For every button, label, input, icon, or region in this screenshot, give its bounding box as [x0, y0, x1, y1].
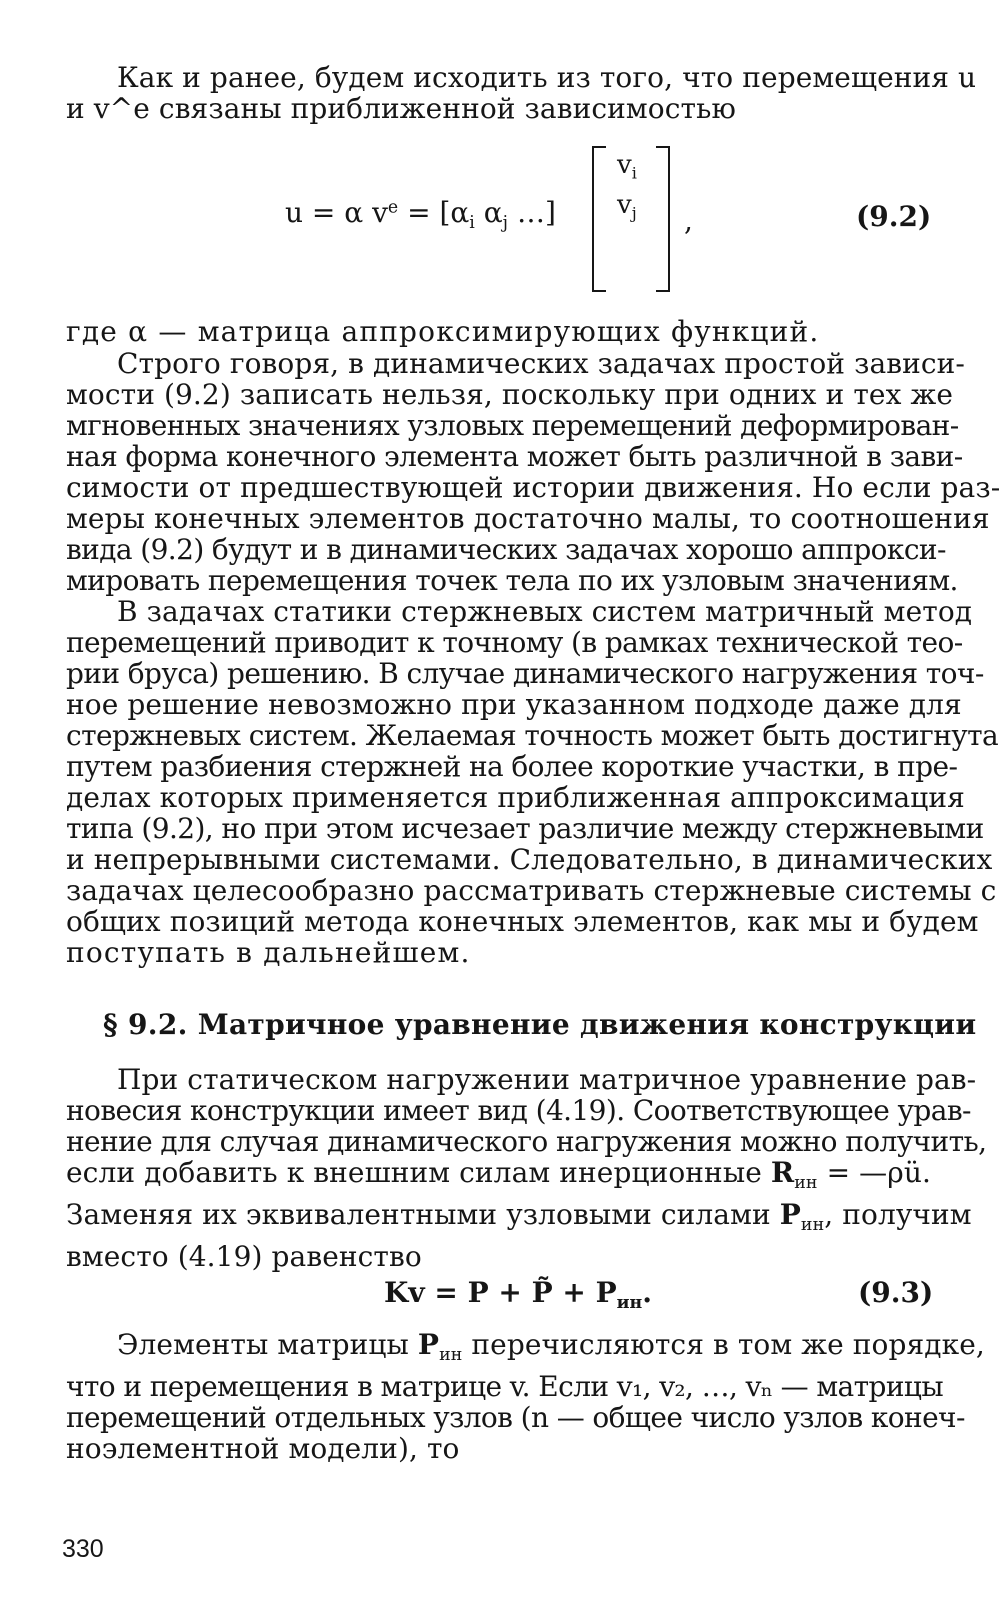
- para2-line: перемещений приводит к точному (в рамках технической тео-: [66, 626, 963, 659]
- para1-line: мгновенных значениях узловых перемещений деформирован-: [66, 409, 959, 442]
- matrix-element-vi: [617, 150, 637, 183]
- para1-line: симости от предшествующей истории движения. Но если раз-: [66, 471, 1001, 504]
- para4-line: что и перемещения в матрице v. Если v₁, v₂, …, vₙ — матрицы: [66, 1370, 944, 1404]
- section-heading: § 9.2. Матричное уравнение движения конструкции: [103, 1008, 977, 1041]
- para2-line: стержневых систем. Желаемая точность может быть достигнута: [66, 719, 999, 752]
- intro-line: и v^e связаны приближенной зависимостью: [66, 92, 736, 125]
- where-line: где α — матрица аппроксимирующих функций.: [66, 315, 820, 348]
- eq-lhs: u = α v: [285, 196, 388, 229]
- paragraph-4: [66, 1328, 985, 1466]
- para2-line: типа (9.2), но при этом исчезает различие между стержневыми: [66, 812, 984, 845]
- subscript: ин: [800, 1215, 825, 1236]
- eq-lhs: Kv = P +: [384, 1276, 532, 1309]
- paragraph-2: [66, 595, 999, 969]
- vec-sub: j: [631, 203, 637, 223]
- para2-line: делах которых применяется приближенная аппроксимация: [66, 781, 965, 814]
- para3-line: вместо (4.19) равенство: [66, 1240, 422, 1274]
- symbol-R: R: [770, 1156, 795, 1189]
- text-run: перечисляются в том же порядке,: [462, 1328, 985, 1361]
- symbol-P: P: [779, 1198, 801, 1232]
- equation-number-9-3: (9.3): [858, 1276, 934, 1309]
- where-paragraph: [66, 316, 928, 347]
- para2-line: ное решение невозможно при указанном подходе даже для: [66, 688, 962, 721]
- eq-tail: …]: [508, 196, 556, 229]
- text-run: если добавить к внешним силам инерционные: [66, 1156, 771, 1189]
- para4-line: перемещений отдельных узлов (n — общее число узлов конеч-: [66, 1401, 965, 1435]
- para2-line: путем разбиения стержней на более короткие участки, в пре-: [66, 750, 958, 783]
- equation-9-3: [384, 1276, 652, 1313]
- eq-sub-j: j: [502, 213, 509, 234]
- eq-alpha-j: α: [474, 196, 503, 229]
- equation-comma: ,: [684, 204, 693, 237]
- matrix-left-bracket: [592, 146, 606, 292]
- subscript: ин: [439, 1345, 463, 1366]
- equation-9-2: [285, 196, 556, 233]
- para2-line: общих позиций метода конечных элементов, как мы и будем: [66, 905, 979, 938]
- text-run: , получим: [824, 1198, 972, 1232]
- paragraph-3: [66, 1063, 987, 1274]
- para4-line: [66, 1328, 985, 1371]
- para2-line: рии бруса) решению. В случае динамического нагружения точ-: [66, 657, 984, 690]
- para1-line: мости (9.2) записать нельзя, поскольку при одних и тех же: [66, 378, 954, 411]
- page-number: 330: [62, 1535, 104, 1563]
- para2-line: и непрерывными системами. Следовательно, в динамических: [66, 843, 993, 876]
- intro-line: Как и ранее, будем исходить из того, что перемещения u: [117, 61, 977, 94]
- para3-line: [66, 1156, 931, 1199]
- text-run: Заменяя их эквивалентными узловыми силами: [66, 1198, 780, 1232]
- text-run: Элементы матрицы: [117, 1328, 418, 1361]
- vec-v: v: [617, 150, 632, 180]
- intro-paragraph: [66, 61, 977, 125]
- eq-sub-i: i: [469, 213, 475, 234]
- para3-line: новесия конструкции имеет вид (4.19). Соответствующее урав-: [66, 1094, 971, 1127]
- para4-line: ноэлементной модели), то: [66, 1432, 460, 1466]
- para3-line: нение для случая динамического нагружения можно получить,: [66, 1125, 987, 1158]
- para2-line: задачах целесообразно рассматривать стержневые системы с: [66, 874, 997, 907]
- para1-line: вида (9.2) будут и в динамических задачах хорошо аппрокси-: [66, 533, 946, 566]
- matrix-element-vj: [617, 190, 637, 223]
- para1-line: меры конечных элементов достаточно малы, то соотношения: [66, 502, 990, 535]
- para1-line: мировать перемещения точек тела по их узловым значениям.: [66, 564, 958, 597]
- para2-line: В задачах статики стержневых систем матричный метод: [117, 595, 973, 628]
- eq-sup: e: [387, 197, 399, 218]
- eq-dot: .: [642, 1276, 652, 1309]
- para3-line: При статическом нагружении матричное уравнение рав-: [117, 1063, 977, 1096]
- eq-sub: ин: [616, 1293, 643, 1314]
- eq-plus: + P: [552, 1276, 617, 1309]
- symbol-P: P: [417, 1328, 440, 1361]
- matrix-right-bracket: [656, 146, 670, 292]
- para2-line: поступать в дальнейшем.: [66, 936, 471, 969]
- para1-line: ная форма конечного элемента может быть различной в зави-: [66, 440, 963, 473]
- vec-v: v: [617, 190, 632, 220]
- eq-ptilde: P̃: [531, 1276, 553, 1309]
- eq-mid: = [α: [398, 196, 470, 229]
- para3-line: [66, 1198, 972, 1241]
- paragraph-1: [66, 347, 1001, 597]
- equation-number-9-2: (9.2): [856, 200, 932, 233]
- vec-sub: i: [631, 163, 637, 183]
- text-run: = —ρü.: [817, 1156, 931, 1189]
- subscript: ин: [794, 1173, 818, 1194]
- para1-line: Строго говоря, в динамических задачах простой зависи-: [117, 347, 965, 380]
